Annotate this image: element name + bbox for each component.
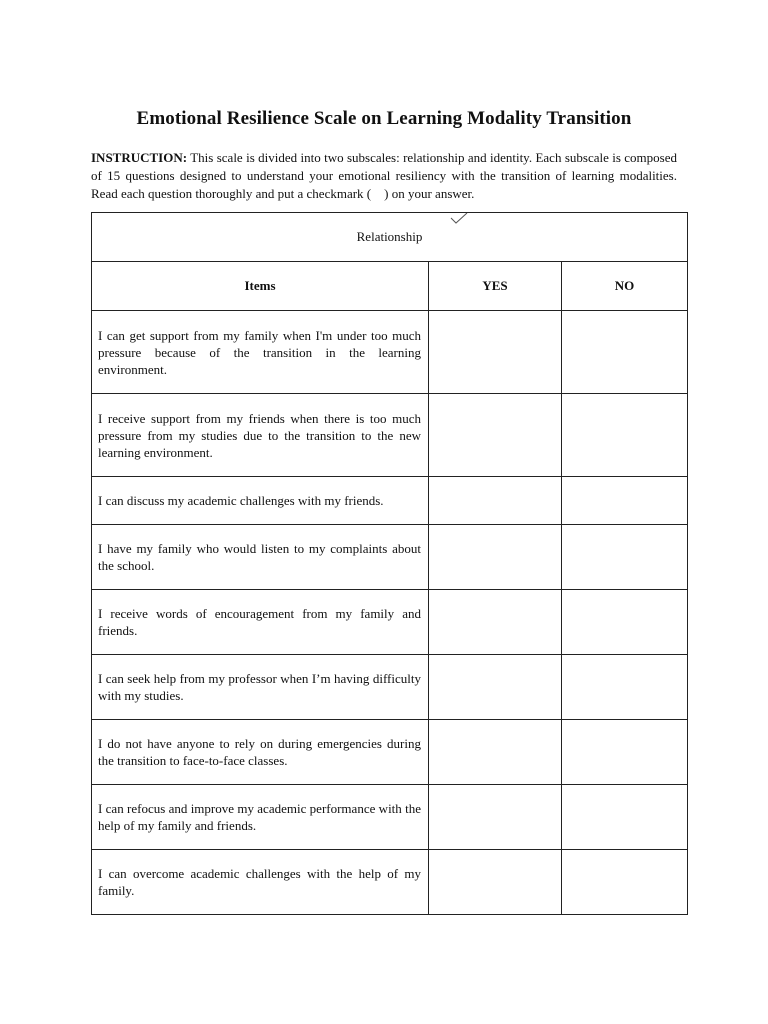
- item-text: I have my family who would listen to my complaints about the school.: [92, 525, 429, 590]
- instruction-text-end: ) on your answer.: [384, 186, 475, 201]
- table-row: [92, 785, 688, 850]
- yes-answer-cell[interactable]: [429, 655, 562, 720]
- header-row: [92, 262, 688, 311]
- section-row: [92, 213, 688, 262]
- table-row: [92, 525, 688, 590]
- table-row: [92, 477, 688, 525]
- no-header: NO: [562, 262, 688, 311]
- no-answer-cell[interactable]: [562, 525, 688, 590]
- table-row: [92, 590, 688, 655]
- yes-answer-cell[interactable]: [429, 590, 562, 655]
- yes-answer-cell[interactable]: [429, 785, 562, 850]
- items-header: Items: [92, 262, 429, 311]
- item-text: I can get support from my family when I'm under too much pressure because of the transition in the learning environment.: [92, 311, 429, 394]
- no-answer-cell[interactable]: [562, 655, 688, 720]
- yes-answer-cell[interactable]: [429, 850, 562, 915]
- table-row: [92, 720, 688, 785]
- yes-header: YES: [429, 262, 562, 311]
- table-row: [92, 850, 688, 915]
- yes-answer-cell[interactable]: [429, 525, 562, 590]
- item-text: I can seek help from my professor when I’m having difficulty with my studies.: [92, 655, 429, 720]
- table-row: [92, 311, 688, 394]
- instruction-paragraph: [91, 149, 677, 203]
- no-answer-cell[interactable]: [562, 850, 688, 915]
- item-text: I receive support from my friends when there is too much pressure from my studies due to the transition to the new learning environment.: [92, 394, 429, 477]
- item-text: I can discuss my academic challenges with my friends.: [92, 477, 429, 525]
- no-answer-cell[interactable]: [562, 590, 688, 655]
- yes-answer-cell[interactable]: [429, 477, 562, 525]
- table-row: [92, 655, 688, 720]
- no-answer-cell[interactable]: [562, 477, 688, 525]
- instruction-text: This scale is divided into two subscales: relationship and identity. Each subscale is composed of 15 questions designed to understand your emotional resiliency with the transition of learning modalities. Read each question thoroughly and put a checkmark (: [91, 150, 678, 201]
- no-answer-cell[interactable]: [562, 785, 688, 850]
- section-title: Relationship: [92, 213, 688, 262]
- item-text: I can overcome academic challenges with the help of my family.: [92, 850, 429, 915]
- no-answer-cell[interactable]: [562, 720, 688, 785]
- yes-answer-cell[interactable]: [429, 311, 562, 394]
- relationship-scale-table: [91, 212, 688, 915]
- no-answer-cell[interactable]: [562, 311, 688, 394]
- no-answer-cell[interactable]: [562, 394, 688, 477]
- yes-answer-cell[interactable]: [429, 394, 562, 477]
- yes-answer-cell[interactable]: [429, 720, 562, 785]
- item-text: I can refocus and improve my academic performance with the help of my family and friends.: [92, 785, 429, 850]
- instruction-lead: INSTRUCTION:: [91, 150, 188, 165]
- table-row: [92, 394, 688, 477]
- item-text: I receive words of encouragement from my family and friends.: [92, 590, 429, 655]
- document-title: Emotional Resilience Scale on Learning Modality Transition: [136, 108, 632, 129]
- item-text: I do not have anyone to rely on during emergencies during the transition to face-to-face classes.: [92, 720, 429, 785]
